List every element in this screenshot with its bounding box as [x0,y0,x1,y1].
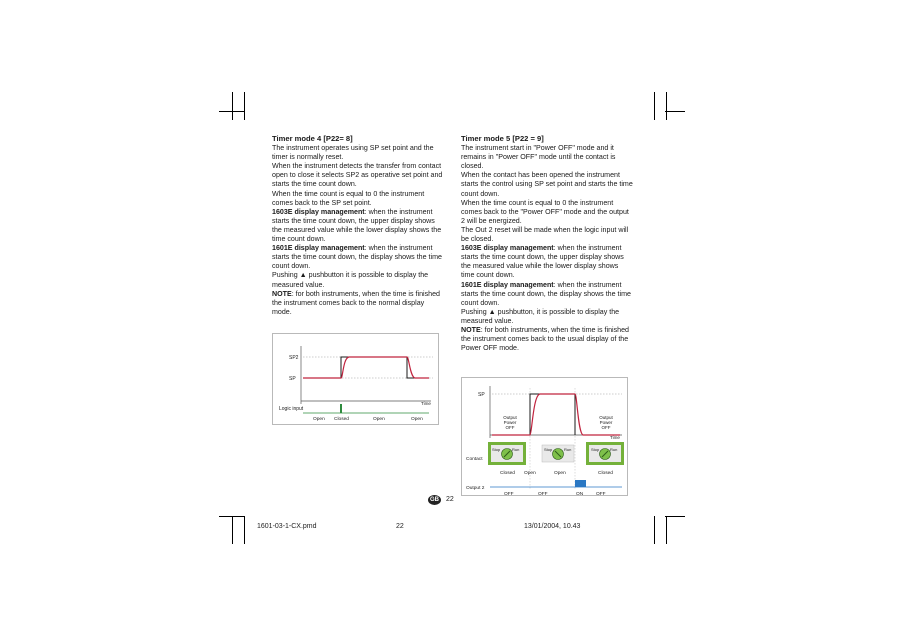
page-number: 22 [446,496,454,503]
timer-mode-4-diagram [272,333,439,425]
timer-mode-5-title: Timer mode 5 [P22 = 9] [461,134,544,143]
output-power-off-label: Output [599,415,613,420]
left-paragraph-1: When the instrument detects the transfer from contact open to close it selects SP2 as operative set point and starts the time count down. [272,162,443,189]
sp2-label: SP2 [289,355,299,361]
logic-state: Open [373,417,385,422]
sp-label: SP [289,376,296,382]
up-arrow-icon: ▲ [299,271,307,280]
output-power-off-label: Output [503,415,517,420]
output-state: OFF [596,492,606,495]
contact-state: Closed [500,471,515,476]
timer-mode-4-title: Timer mode 4 [P22= 8] [272,134,353,143]
left-1603e: 1603E display management: when the instrument starts the time count down, the upper display shows the measured value while the lower display shows the time count down. [272,207,442,244]
time-label: Time [610,435,620,440]
output-power-off-label: Power [599,420,613,425]
right-paragraph-4: The Out 2 reset will be made when the logic input will be closed. [461,225,629,244]
output-state: OFF [538,492,548,495]
svg-text:Stop: Stop [544,447,553,452]
right-paragraph-3: When the time count is equal to 0 the instrument comes back to the "Power OFF" mode and the output 2 will be energized. [461,198,629,225]
logic-state: Open [313,417,325,422]
up-arrow-icon: ▲ [488,307,496,316]
left-1601e: 1601E display management: when the instrument starts the time count down, the display shows the time count down. [272,244,442,271]
svg-text:Run: Run [564,447,572,452]
switch-closed-right [586,442,624,465]
right-paragraph-2: When the contact has been opened the instrument starts the control using SP set point and starts the time count down. [461,171,633,198]
left-intro: The instrument operates using SP set point and the timer is normally reset. [272,144,434,162]
switch-open-middle [542,445,574,462]
footer-date: 13/01/2004, 10.43 [524,523,581,530]
right-1601e: 1601E display management: when the instrument starts the time count down, the display shows the time count down. [461,280,631,307]
footer-page: 22 [396,523,404,530]
left-note: NOTE: for both instruments, when the time is finished the instrument comes back to the normal display mode. [272,289,440,316]
right-note: NOTE: for both instruments, when the time is finished the instrument comes back to the usual display of the Power OFF mode. [461,325,629,353]
output-power-off-label: OFF [601,425,611,430]
right-1603e: 1603E display management: when the instrument starts the time count down, the upper display shows the measured value while the lower display shows time count down. [461,244,624,280]
left-pushing: Pushing ▲ pushbutton it is possible to display the measured value. [272,271,429,289]
svg-text:Stop: Stop [492,447,501,452]
contact-label: Contact [466,457,483,462]
contact-state: Closed [598,471,613,476]
logic-state: Open [411,417,423,422]
switch-closed-left [488,442,526,465]
contact-state: Open [524,471,536,476]
output2-label: Output 2 [466,486,485,491]
output-state: OFF [504,492,514,495]
sp-label: SP [478,392,485,398]
timer-mode-5-diagram [461,377,628,496]
left-column [272,134,444,317]
output-power-off-label: Power [503,420,517,425]
output-power-off-label: OFF [505,425,515,430]
svg-text:Run: Run [610,447,618,452]
output-state: ON [576,492,584,495]
contact-state: Open [554,471,566,476]
right-pushing: Pushing ▲ pushbutton, it is possible to display the measured value. [461,307,620,325]
svg-text:Run: Run [512,447,520,452]
gb-language-badge: GB [430,497,439,503]
right-paragraph-1: The instrument start in "Power OFF" mode and it remains in "Power OFF" mode until the contact is closed. [461,144,616,171]
time-label: Time [421,401,431,406]
right-column [461,134,633,353]
logic-input-label: Logic input [279,406,304,412]
footer-filename: 1601-03-1-CX.pmd [257,523,317,530]
svg-text:Stop: Stop [591,447,600,452]
left-paragraph-2: When the time count is equal to 0 the instrument comes back to the SP set point. [272,189,425,207]
logic-state: Closed [334,417,349,422]
